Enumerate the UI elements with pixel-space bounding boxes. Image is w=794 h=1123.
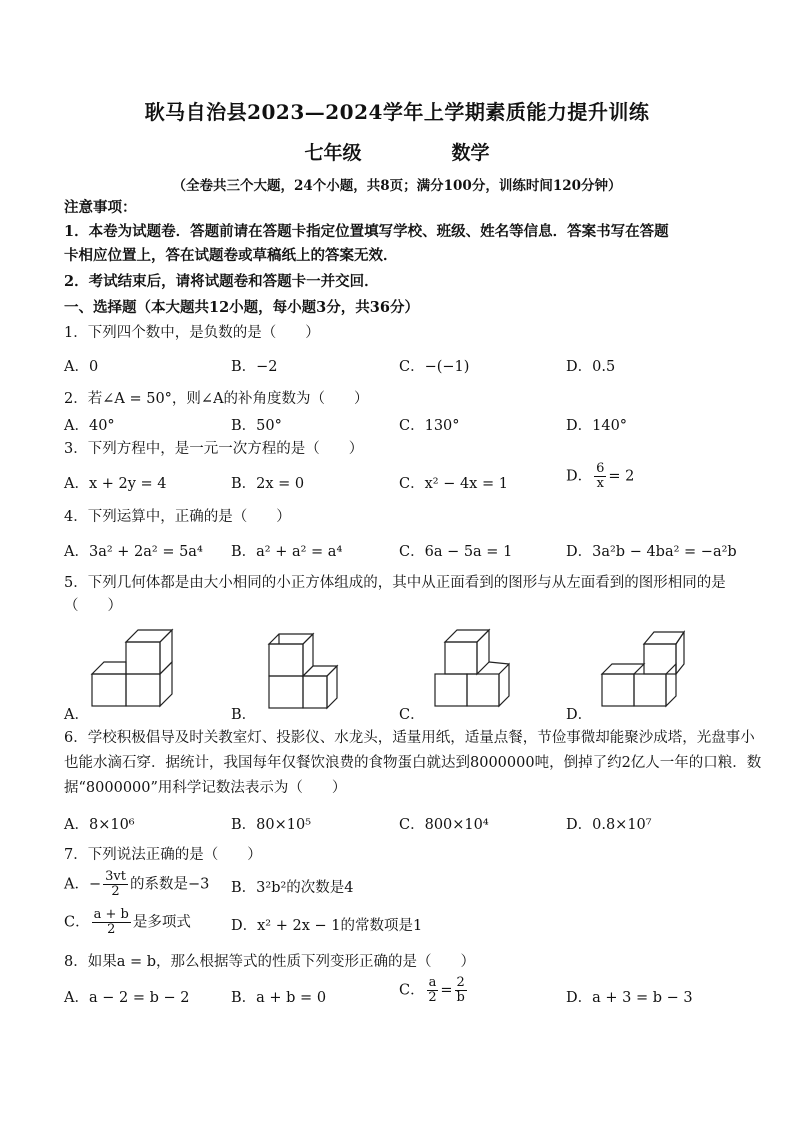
q1-options [64, 355, 744, 377]
q8-stem: 8．如果a = b，那么根据等式的性质下列变形正确的是（ ） [64, 954, 476, 970]
q7-option-d: D．x² + 2x − 1的常数项是1 [231, 918, 423, 934]
q8-c-fraction-right: $\frac{2}{b}$ [456, 975, 465, 1005]
q1-stem: 1．下列四个数中，是负数的是（ ） [64, 325, 320, 341]
q5-stem: 5．下列几何体都是由大小相同的小正方体组成的，其中从正面看到的图形与从左面看到的图形相同的是 [64, 575, 726, 591]
q8-option-c: C． $\frac{a}{2}$ = $\frac{2}{b}$ [399, 975, 465, 1005]
q7-option-b: B．3²b²的次数是4 [231, 880, 354, 896]
q5-label-b: B． [231, 707, 257, 723]
q2-options [64, 414, 744, 436]
q6-line-3: 据“8000000”用科学记数法表示为（ ） [64, 780, 347, 796]
q4-options [64, 540, 744, 562]
q3-stem: 3．下列方程中，是一元一次方程的是（ ） [64, 441, 364, 457]
q6-option-a: A．8×10⁶ [64, 817, 135, 833]
q5-figure-a [64, 622, 184, 723]
note-1-line-1: 1．本卷为试题卷．答题前请在答题卡指定位置填写学校、班级、姓名等信息．答案书写在答题 [64, 223, 669, 240]
q5-figure-b [231, 622, 351, 723]
q4-option-d: D．3a²b − 4ba² = −a²b [566, 544, 737, 560]
q1-option-d: D．0.5 [566, 359, 616, 375]
q6-line-2: 也能水滴石穿．据统计，我国每年仅餐饮浪费的食物蛋白就达到8000000吨，倒掉了约2亿人一年的口粮．数 [64, 755, 762, 771]
q3-option-a: A．x + 2y = 4 [64, 476, 167, 492]
cube-stack-d-image [566, 622, 686, 714]
notes-heading: 注意事项： [64, 199, 137, 216]
q8-option-b: B．a + b = 0 [231, 990, 327, 1006]
cube-stack-c-image [399, 622, 519, 714]
q1-option-a: A．0 [64, 359, 99, 375]
cube-stack-b-image [231, 622, 351, 714]
q7-a-fraction: $\frac{3vt}{2}$ [105, 869, 126, 899]
q7-c-fraction: $\frac{a + b}{2}$ [93, 907, 129, 937]
q8-options [64, 975, 744, 1008]
q6-options [64, 813, 744, 835]
q7-option-a: A．− $\frac{3vt}{2}$ 的系数是−3 [64, 869, 210, 899]
q5-figures [64, 622, 744, 722]
exam-title: 耿马自治县2023—2024学年上学期素质能力提升训练 [144, 100, 650, 124]
note-2: 2．考试结束后，请将试题卷和答题卡一并交回． [64, 273, 379, 290]
q8-option-d: D．a + 3 = b − 3 [566, 990, 693, 1006]
cube-stack-a-image [64, 622, 184, 714]
q3-option-b: B．2x = 0 [231, 476, 305, 492]
q4-option-a: A．3a² + 2a² = 5a⁴ [64, 544, 203, 560]
q8-c-fraction-left: $\frac{a}{2}$ [428, 975, 437, 1005]
section-1-heading: 一、选择题（本大题共12小题，每小题3分，共36分） [64, 299, 419, 316]
q7-option-c: C． $\frac{a + b}{2}$ 是多项式 [64, 907, 191, 937]
q2-option-b: B．50° [231, 418, 282, 434]
q2-option-d: D．140° [566, 418, 628, 434]
exam-info: （全卷共三个大题，24个小题，共8页；满分100分，训练时间120分钟） [172, 178, 622, 194]
q5-stem-paren: （ ） [64, 598, 122, 614]
q5-label-a: A． [64, 707, 89, 723]
q6-option-b: B．80×10⁵ [231, 817, 312, 833]
q2-option-a: A．40° [64, 418, 115, 434]
q6-line-1: 6．学校积极倡导及时关教室灯、投影仪、水龙头，适量用纸，适量点餐，节俭事微却能聚沙成塔，光盘事小 [64, 730, 755, 746]
q2-option-c: C．130° [399, 418, 460, 434]
note-1-line-2: 卡相应位置上，答在试题卷或草稿纸上的答案无效． [64, 247, 398, 264]
q7-options-row-1 [64, 869, 744, 899]
q4-option-b: B．a² + a² = a⁴ [231, 544, 343, 560]
subject-label: 数学 [451, 142, 490, 164]
q1-option-c: C．−(−1) [399, 359, 470, 375]
q3-option-c: C．x² − 4x = 1 [399, 476, 508, 492]
q3-options [64, 461, 744, 494]
q4-stem: 4．下列运算中，正确的是（ ） [64, 509, 291, 525]
grade-label: 七年级 [304, 142, 362, 164]
q7-options-row-2 [64, 907, 744, 937]
q6-option-d: D．0.8×10⁷ [566, 817, 652, 833]
grade-subject [0, 138, 794, 165]
q3-d-fraction: $\frac{6}{x}$ [596, 461, 605, 491]
q7-stem: 7．下列说法正确的是（ ） [64, 847, 262, 863]
q6-option-c: C．800×10⁴ [399, 817, 489, 833]
q1-option-b: B．−2 [231, 359, 278, 375]
q2-stem: 2．若∠A = 50°，则∠A的补角度数为（ ） [64, 391, 369, 407]
q5-figure-d [566, 622, 686, 723]
q8-option-a: A．a − 2 = b − 2 [64, 990, 190, 1006]
q5-label-d: D． [566, 707, 593, 723]
q5-figure-c [399, 622, 519, 723]
q3-option-d: D． $\frac{6}{x}$ = 2 [566, 461, 635, 491]
q5-label-c: C． [399, 707, 425, 723]
q4-option-c: C．6a − 5a = 1 [399, 544, 513, 560]
